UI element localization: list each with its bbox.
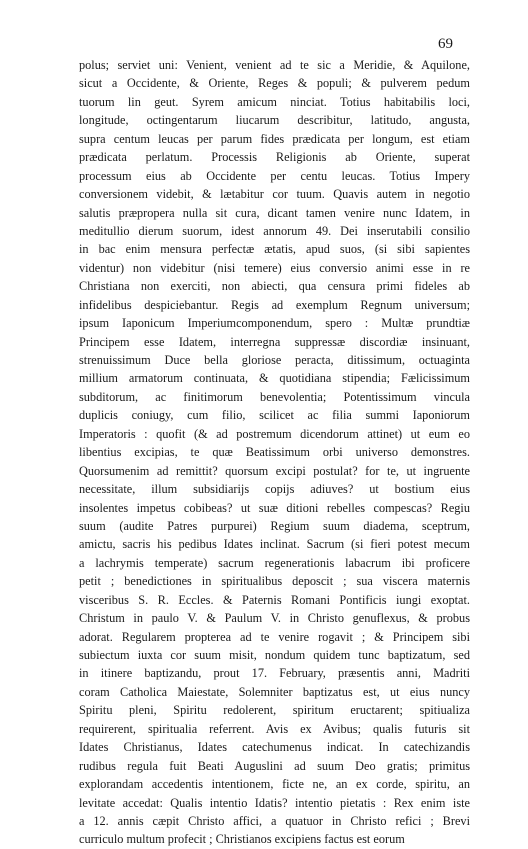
text-line: rudibus regula fuit Beati Auguslini ad suum Deo gratis; primitus <box>79 758 470 773</box>
text-line: subditorum, ac finitimorum benevolentia; Potentissimum vincula <box>79 389 470 404</box>
text-line: conversionem videbit, & lætabitur cor tuum. Quavis autem in negotio <box>79 187 470 202</box>
text-line: levitate accedat: Qualis intentio Idatis? intentio pietatis : Rex enim iste <box>79 795 470 810</box>
text-line: suum (audite Patres purpurei) Regium suum diadema, sceptrum, <box>79 518 470 533</box>
text-line: a 12. annis cæpit Christo affici, a quatuor in Christo refici ; Brevi <box>79 813 470 828</box>
text-line: videntur) non videbitur (nisi temere) eius conversio animi esse in re <box>79 260 470 275</box>
text-line: meditullio dierum suorum, idest annorum 49. Dei inserutabili consilio <box>79 223 470 238</box>
text-line: strenuissimum Duce bella gloriose peracta, ditissimum, octuaginta <box>79 353 470 367</box>
text-line: Principem esse Idatem, interregna suppressæ discordiæ insinuant, <box>79 334 470 349</box>
text-line: Quorsumenim ad remittit? quorsum excipi postulat? for te, ut ingruente <box>79 463 470 478</box>
text-line: libentius excipias, te quæ Beatissimum orbi universo demonstres. <box>79 445 470 460</box>
text-line: Christiana non exerciti, non abiecti, qua censura primi fideles ab <box>79 279 470 294</box>
text-line: Christum in paulo V. & Paulum V. in Christo genuflexus, & probus <box>79 611 470 626</box>
text-line: sicut a Occidente, & Oriente, Reges & populi; & pulverem pedum <box>79 76 470 91</box>
text-line: visceribus S. R. Eccles. & Paternis Romani Pontificis iungi exoptat. <box>79 592 470 607</box>
text-line: in bac enim mensura perfectæ ætatis, apud suos, (si sibi sapientes <box>79 242 470 257</box>
text-line: Spiritu pleni, Spiritu redolerent, spiritum eructarent; spitiualiza <box>79 703 470 718</box>
text-line: coram Catholica Maiestate, Solemniter baptizatus est, ut eius nuncy <box>79 684 470 699</box>
text-line: duplicis coniugy, cum filio, scilicet ac filia summi Iaponiorum <box>79 408 470 423</box>
text-line: infidelibus despiciebantur. Regis ad exemplum Regnum universum; <box>79 297 470 312</box>
text-line: amictu, sacris his pedibus Idates inclinat. Sacrum (si fieri potest mecum <box>79 537 470 552</box>
text-line: necessitate, illum subsidiarijs copijs adiuves? ut bostium eius <box>79 482 470 497</box>
text-line: subiectum iuxta cor suum misit, nondum quidem tunc baptizatum, sed <box>79 648 470 662</box>
text-line: tuorum lin geut. Syrem amicum ninciat. Totius habitabilis loci, <box>79 94 470 109</box>
text-line: requirerent, spiritualia referrent. Avis ex Avibus; qualis futuris sit <box>79 721 470 736</box>
body-text <box>79 56 470 849</box>
text-line: processum eius ab Occidente per centu leucas. Totius Impery <box>79 168 470 183</box>
page-number: 69 <box>438 36 453 52</box>
text-line: prædicata perlatum. Processis Religionis ab Oriente, superat <box>79 150 470 165</box>
text-line: salutis præpropera nulla sit cura, dicant tamen venire nunc Idatem, in <box>79 205 470 220</box>
text-line: a lachrymis temperate) sacrum regenerationis labacrum ibi proficere <box>79 555 470 570</box>
text-line: insolentes impetus cobibeas? ut suæ ditioni rebelles compescas? Regiu <box>79 500 470 515</box>
text-line: supra centum leucas per parum fides prædicata per longum, est etiam <box>79 131 470 146</box>
text-line: explorandam accedentis intentionem, ficte ne, an ex corde, spiritu, an <box>79 777 470 792</box>
text-line: petit ; benedictiones in spiritualibus deposcit ; sua viscera maternis <box>79 574 470 589</box>
text-line: ipsum Iaponicum Imperiumcomponendum, spero : Multæ prundtiæ <box>79 316 470 331</box>
text-line: in itinere baptizandu, prout 17. February, præsentis anni, Madriti <box>79 666 470 681</box>
text-line: polus; serviet uni: Venient, venient ad te sic a Meridie, & Aquilone, <box>79 58 470 72</box>
text-line: longitude, octingentarum liucarum describitur, latitudo, angusta, <box>79 113 470 128</box>
text-line: curriculo multum profecit ; Christianos excipiens factus est eorum <box>79 832 405 847</box>
text-line: Idates Christianus, Idates catechumenus indicat. In catechizandis <box>79 740 470 755</box>
text-line: millium armatorum continuata, & quotidiana stipendia; Fælicissimum <box>79 371 470 386</box>
text-line: Imperatoris : quofit (& ad postremum dicendorum attinet) ut eum eo <box>79 426 470 441</box>
text-line: adorat. Regularem propterea ad te venire rogavit ; & Principem sibi <box>79 629 470 644</box>
